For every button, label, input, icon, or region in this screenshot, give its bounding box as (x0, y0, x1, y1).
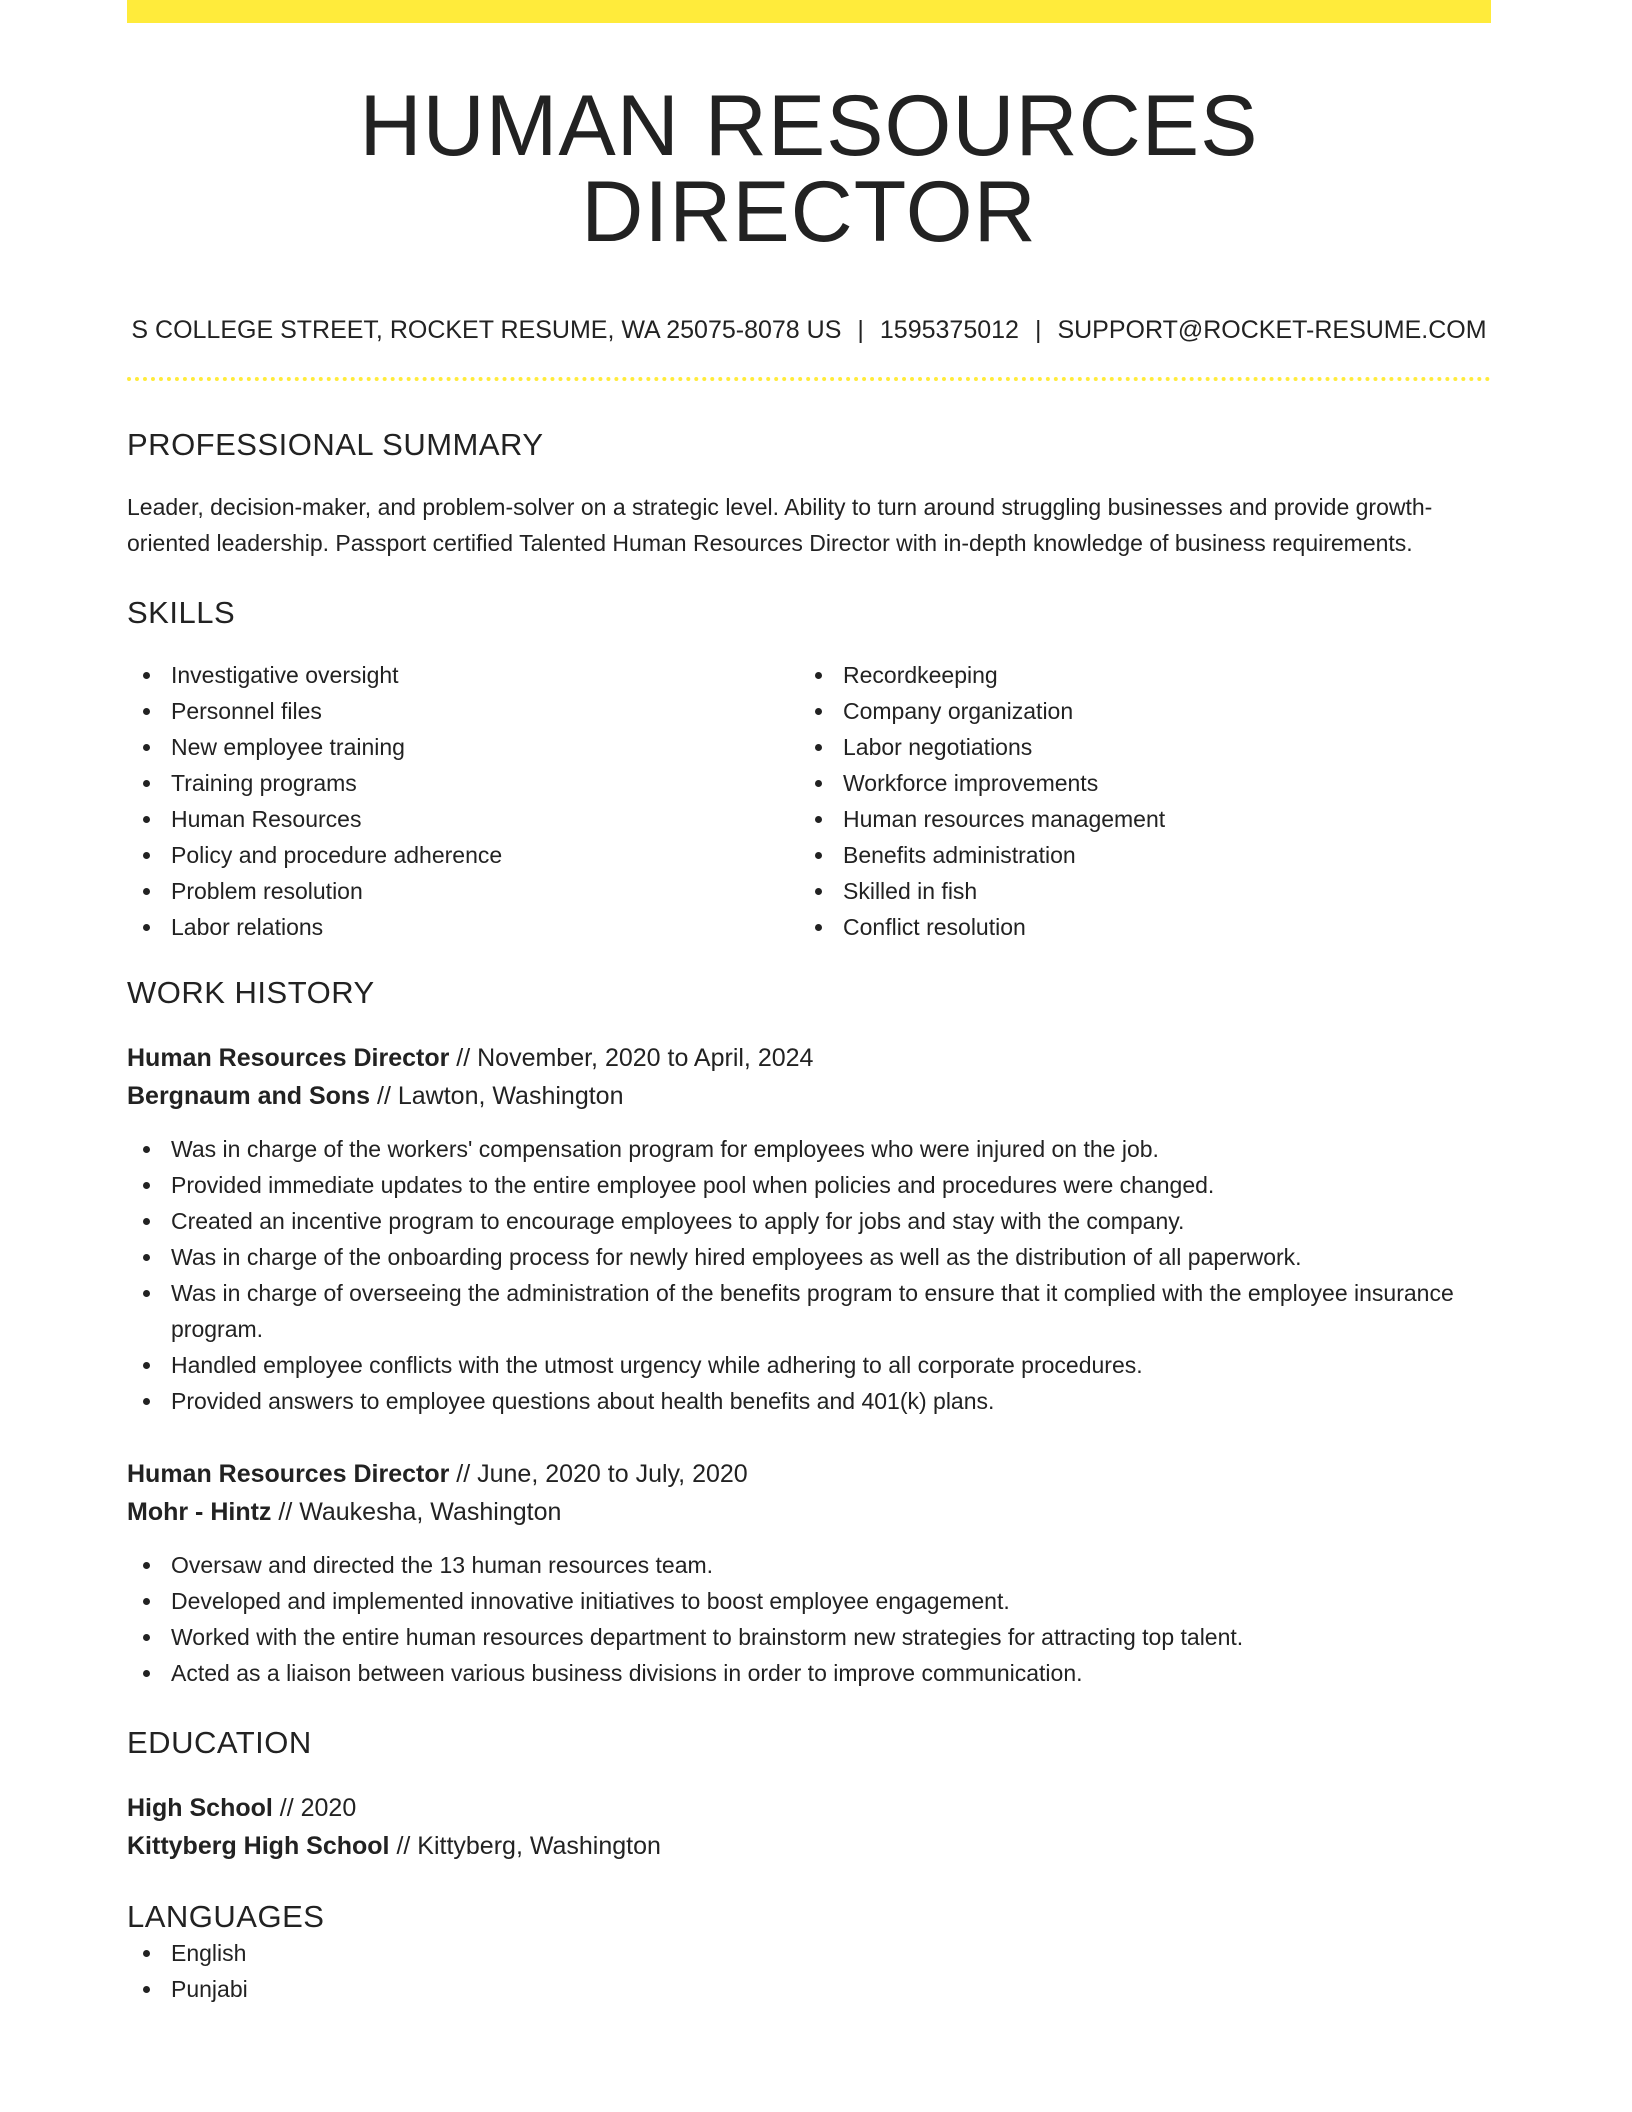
job-location: // Lawton, Washington (370, 1082, 624, 1110)
job-duty: Developed and implemented innovative initiatives to boost employee engagement. (127, 1583, 1491, 1619)
job-duty: Handled employee conflicts with the utmost urgency while adhering to all corporate procedures. (127, 1347, 1491, 1383)
skill-item: Benefits administration (799, 837, 1471, 873)
skill-item: Skilled in fish (799, 873, 1471, 909)
contact-address: S COLLEGE STREET, ROCKET RESUME, WA 25075-8078 US (131, 316, 842, 344)
education-heading: EDUCATION (127, 1725, 312, 1760)
education-location: // Kittyberg, Washington (389, 1832, 661, 1860)
skill-item: Policy and procedure adherence (127, 837, 799, 873)
job-duty: Worked with the entire human resources department to brainstorm new strategies for attracting top talent. (127, 1619, 1491, 1655)
job-location: // Waukesha, Washington (271, 1498, 562, 1526)
job-duties-list (127, 1131, 1491, 1419)
summary-text: Leader, decision-maker, and problem-solver on a strategic level. Ability to turn around struggling businesses and provide growth-oriented leadership. Passport certified Talented Human Resources Director with in-depth knowledge of business requirements. (127, 494, 1433, 556)
education-degree: High School (127, 1794, 273, 1822)
resume-title: HUMAN RESOURCES DIRECTOR (359, 78, 1259, 260)
job-company: Bergnaum and Sons (127, 1082, 371, 1110)
education-year: // 2020 (272, 1794, 357, 1822)
skill-item: Labor relations (127, 909, 799, 945)
languages-heading: LANGUAGES (127, 1899, 325, 1934)
job-duty: Created an incentive program to encourage employees to apply for jobs and stay with the company. (127, 1203, 1491, 1239)
skill-item: Problem resolution (127, 873, 799, 909)
languages-list (127, 1935, 1491, 2007)
job-role-line (127, 1039, 1491, 1077)
skill-item: Conflict resolution (799, 909, 1471, 945)
skill-item: Human resources management (799, 801, 1471, 837)
skill-item: Personnel files (127, 693, 799, 729)
language-item: Punjabi (127, 1971, 1491, 2007)
skills-columns (127, 657, 1491, 945)
skill-item: Training programs (127, 765, 799, 801)
skill-item: Labor negotiations (799, 729, 1471, 765)
contact-phone: 1595375012 (879, 316, 1019, 344)
education-school-line (127, 1827, 1491, 1865)
job-duty: Provided answers to employee questions about health benefits and 401(k) plans. (127, 1383, 1491, 1419)
skill-item: Human Resources (127, 801, 799, 837)
skill-item: New employee training (127, 729, 799, 765)
accent-top-bar (127, 0, 1491, 23)
skills-left-list (127, 657, 799, 945)
job-role-line (127, 1455, 1491, 1493)
job-dates: // June, 2020 to July, 2020 (449, 1460, 748, 1488)
job-company-line (127, 1077, 1491, 1115)
skill-item: Recordkeeping (799, 657, 1471, 693)
job-company-line (127, 1493, 1491, 1531)
contact-email: SUPPORT@ROCKET-RESUME.COM (1057, 316, 1487, 344)
job-dates: // November, 2020 to April, 2024 (449, 1044, 814, 1072)
resume-content (127, 23, 1491, 2007)
education-entry (127, 1789, 1491, 1865)
contact-separator: | (1034, 316, 1042, 344)
language-item: English (127, 1935, 1491, 1971)
job-role: Human Resources Director (127, 1460, 450, 1488)
skills-right-list (799, 657, 1471, 945)
job-duty: Acted as a liaison between various business divisions in order to improve communication. (127, 1655, 1491, 1691)
job-duties-list (127, 1547, 1491, 1691)
job-duty: Was in charge of the onboarding process for newly hired employees as well as the distribution of all paperwork. (127, 1239, 1491, 1275)
skills-heading: SKILLS (127, 595, 236, 630)
job-duty: Was in charge of overseeing the administration of the benefits program to ensure that it complied with the employee insurance program. (127, 1275, 1491, 1347)
skill-item: Investigative oversight (127, 657, 799, 693)
work-history-heading: WORK HISTORY (127, 975, 375, 1010)
education-degree-line (127, 1789, 1491, 1827)
job-duty: Oversaw and directed the 13 human resources team. (127, 1547, 1491, 1583)
contact-line (127, 315, 1491, 345)
education-school: Kittyberg High School (127, 1832, 390, 1860)
job-role: Human Resources Director (127, 1044, 450, 1072)
job-duty: Provided immediate updates to the entire employee pool when policies and procedures were changed. (127, 1167, 1491, 1203)
job-duty: Was in charge of the workers' compensation program for employees who were injured on the job. (127, 1131, 1491, 1167)
contact-separator: | (857, 316, 864, 344)
job-entry (127, 1455, 1491, 1691)
dotted-divider (127, 377, 1491, 381)
job-entry (127, 1039, 1491, 1419)
skill-item: Workforce improvements (799, 765, 1471, 801)
job-company: Mohr - Hintz (127, 1498, 272, 1526)
summary-heading: PROFESSIONAL SUMMARY (127, 427, 544, 462)
skill-item: Company organization (799, 693, 1471, 729)
